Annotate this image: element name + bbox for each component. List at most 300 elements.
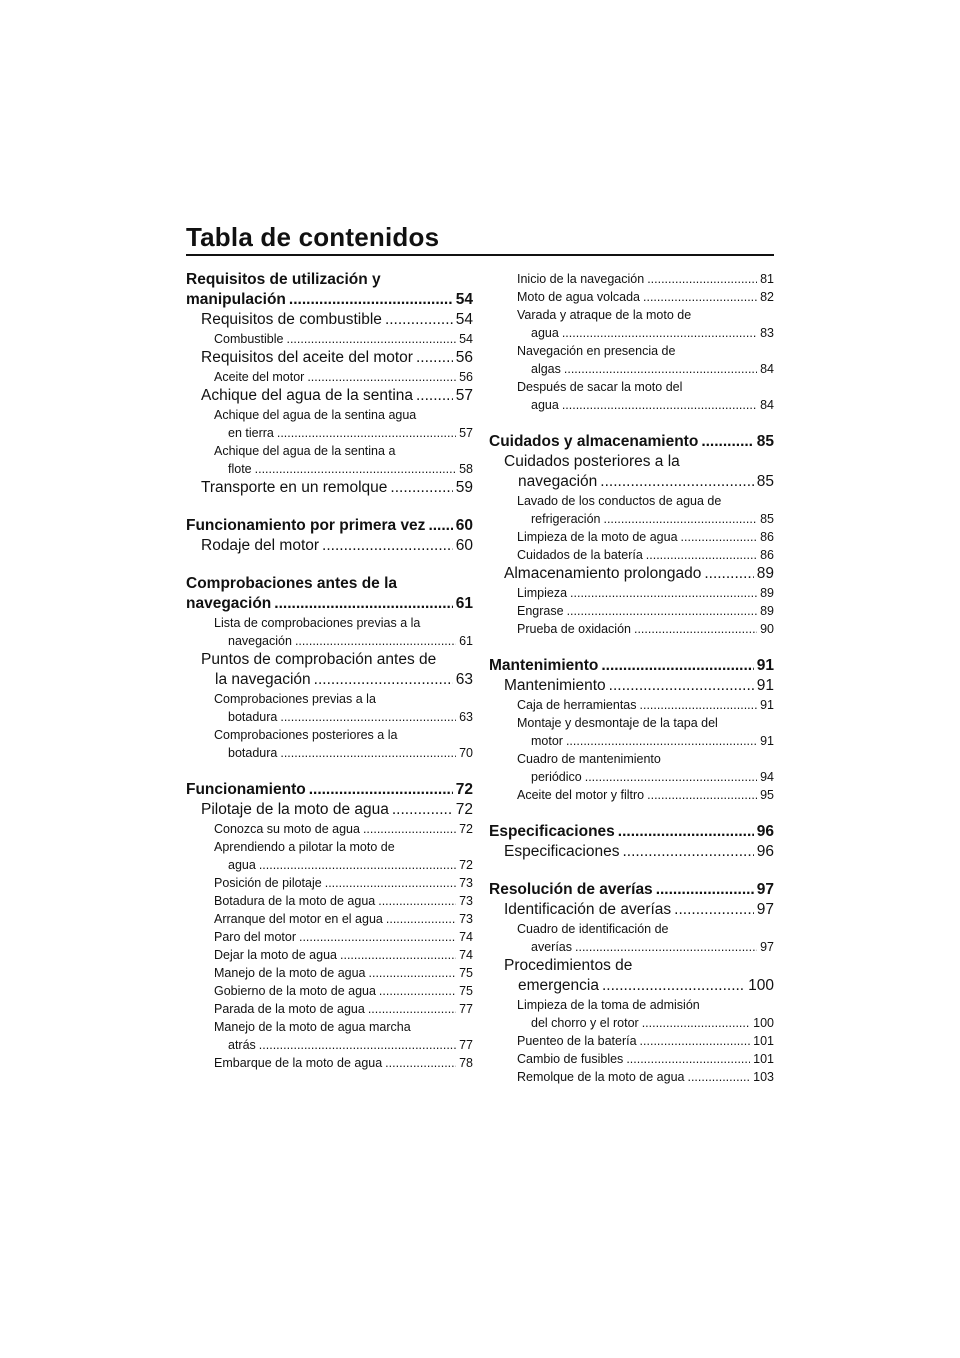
- toc-section-row[interactable]: [489, 880, 774, 900]
- toc-entry-row[interactable]: [518, 976, 774, 996]
- toc-entry-page: 103: [753, 1070, 774, 1084]
- toc-subentry: [489, 786, 774, 804]
- dot-leader: [390, 478, 452, 498]
- toc-entry-continuation: [214, 708, 473, 726]
- toc-entry-text: averías: [531, 940, 572, 954]
- toc-entry-row[interactable]: [517, 584, 774, 602]
- dot-leader: [428, 516, 452, 536]
- toc-section-page: 61: [455, 595, 473, 612]
- toc-entry-row[interactable]: [214, 874, 473, 892]
- toc-entry-row[interactable]: [504, 676, 774, 696]
- toc-entry-row[interactable]: [228, 1036, 473, 1054]
- toc-section-row[interactable]: [489, 432, 774, 452]
- dot-leader: [386, 910, 456, 928]
- toc-section-row[interactable]: [186, 780, 473, 800]
- toc-subentry: [186, 726, 473, 762]
- toc-entry-row[interactable]: [228, 856, 473, 874]
- toc-entry-text: Remolque de la moto de agua: [517, 1070, 685, 1084]
- dot-leader: [280, 708, 456, 726]
- toc-entry: [186, 650, 473, 690]
- toc-entry-row[interactable]: [214, 946, 473, 964]
- dot-leader: [656, 880, 754, 900]
- toc-subentry: [186, 874, 473, 892]
- toc-section-text: Especificaciones: [489, 823, 615, 840]
- toc-entry-page: 72: [455, 801, 473, 818]
- toc-entry-text: emergencia: [518, 977, 599, 994]
- toc-entry-row[interactable]: [201, 348, 473, 368]
- toc-section-text: Funcionamiento por primera vez: [186, 517, 426, 534]
- toc-entry: [489, 676, 774, 696]
- dot-leader: [392, 800, 453, 820]
- dot-leader: [286, 330, 456, 348]
- toc-entry-row[interactable]: [517, 620, 774, 638]
- dot-leader: [340, 946, 456, 964]
- toc-entry-text: Pilotaje de la moto de agua: [201, 801, 389, 818]
- dot-leader: [601, 656, 753, 676]
- toc-entry-text: refrigeración: [531, 512, 601, 526]
- toc-entry-row[interactable]: [214, 964, 473, 982]
- toc-entry-line1: Procedimientos de: [504, 957, 633, 974]
- toc-subentry: [489, 996, 774, 1032]
- dot-leader: [634, 620, 757, 638]
- toc-entry-page: 60: [455, 537, 473, 554]
- toc-entry-continuation: [214, 632, 473, 650]
- toc-entry-line1: Manejo de la moto de agua marcha: [214, 1020, 411, 1034]
- toc-entry: [489, 900, 774, 920]
- toc-entry-row[interactable]: [228, 744, 473, 762]
- toc-subentry: [186, 946, 473, 964]
- dot-leader: [385, 1054, 456, 1072]
- toc-entry-page: 84: [760, 398, 774, 412]
- toc-entry-page: 54: [459, 332, 473, 346]
- toc-section-text: manipulación: [186, 291, 286, 308]
- toc-entry-row[interactable]: [228, 460, 473, 478]
- toc-entry-continuation: [214, 460, 473, 478]
- toc-entry-page: 97: [756, 901, 774, 918]
- toc-entry-page: 58: [459, 462, 473, 476]
- toc-entry-line1: Limpieza de la toma de admisión: [517, 998, 700, 1012]
- dot-leader: [681, 528, 758, 546]
- toc-entry: [489, 564, 774, 584]
- toc-entry-text: Embarque de la moto de agua: [214, 1056, 383, 1070]
- toc-subentry: [489, 546, 774, 564]
- toc-entry-row[interactable]: [214, 330, 473, 348]
- toc-entry-continuation: [214, 744, 473, 762]
- toc-entry-page: 82: [760, 290, 774, 304]
- toc-entry-page: 61: [459, 634, 473, 648]
- toc-section-title-line1: Comprobaciones antes de la: [186, 575, 398, 592]
- toc-entry-text: Achique del agua de la sentina: [201, 387, 413, 404]
- toc-section-text: Mantenimiento: [489, 657, 599, 674]
- toc-subentry: [186, 330, 473, 348]
- toc-entry-text: motor: [531, 734, 563, 748]
- toc-subentry: [489, 714, 774, 750]
- toc-entry-page: 59: [455, 479, 473, 496]
- toc-entry-continuation: [517, 768, 774, 786]
- dot-leader: [687, 1068, 750, 1086]
- toc-entry-row[interactable]: [214, 982, 473, 1000]
- toc-section-row[interactable]: [186, 290, 473, 310]
- toc-entry-continuation: [504, 976, 774, 996]
- toc-section-row[interactable]: [489, 656, 774, 676]
- toc-entry-row[interactable]: [214, 368, 473, 386]
- toc-entry-page: 101: [753, 1052, 774, 1066]
- toc-section-title-line1: Requisitos de utilización y: [186, 271, 381, 288]
- toc-entry-continuation: [201, 670, 473, 690]
- toc-entry-row[interactable]: [531, 324, 774, 342]
- toc-entry-continuation: [517, 324, 774, 342]
- toc-entry-row[interactable]: [517, 1068, 774, 1086]
- toc-entry-page: 73: [459, 894, 473, 908]
- toc-entry-row[interactable]: [531, 360, 774, 378]
- toc-entry-page: 73: [459, 912, 473, 926]
- dot-leader: [642, 1014, 750, 1032]
- toc-subentry: [489, 1068, 774, 1086]
- toc-entry-page: 97: [760, 940, 774, 954]
- toc-entry-row[interactable]: [201, 536, 473, 556]
- toc-entry-page: 75: [459, 984, 473, 998]
- toc-entry-page: 84: [760, 362, 774, 376]
- toc-entry-row[interactable]: [531, 732, 774, 750]
- toc-entry-row[interactable]: [228, 708, 473, 726]
- toc-entry-line1: Después de sacar la moto del: [517, 380, 683, 394]
- toc-subentry: [489, 920, 774, 956]
- toc-entry-text: Engrase: [517, 604, 564, 618]
- toc-entry-page: 54: [455, 311, 473, 328]
- dot-leader: [585, 768, 757, 786]
- dot-leader: [416, 348, 453, 368]
- toc-section-heading: [186, 270, 473, 310]
- toc-section-page: 97: [756, 881, 774, 898]
- toc-entry-text: Inicio de la navegación: [517, 272, 645, 286]
- toc-entry-line1: Aprendiendo a pilotar la moto de: [214, 840, 395, 854]
- dot-leader: [701, 432, 753, 452]
- toc-entry-row[interactable]: [531, 396, 774, 414]
- toc-entry-page: 90: [760, 622, 774, 636]
- toc-entry-row[interactable]: [517, 602, 774, 620]
- dot-leader: [385, 310, 453, 330]
- toc-entry-row[interactable]: [201, 386, 473, 406]
- toc-entry-continuation: [517, 732, 774, 750]
- toc-entry-row[interactable]: [531, 1014, 774, 1032]
- toc-section-page: 54: [455, 291, 473, 308]
- toc-entry-page: 89: [756, 565, 774, 582]
- dot-leader: [566, 732, 757, 750]
- toc-entry: [186, 348, 473, 368]
- toc-entry-row[interactable]: [214, 820, 473, 838]
- toc-entry-row[interactable]: [228, 632, 473, 650]
- toc-entry-text: Manejo de la moto de agua: [214, 966, 366, 980]
- dot-leader: [603, 510, 757, 528]
- toc-entry-text: Cuidados de la batería: [517, 548, 643, 562]
- toc-subentry: [186, 1018, 473, 1054]
- toc-entry-line1: Puntos de comprobación antes de: [201, 651, 437, 668]
- toc-section-row[interactable]: [489, 822, 774, 842]
- toc-section-text: navegación: [186, 595, 272, 612]
- toc-entry-row[interactable]: [517, 1032, 774, 1050]
- toc-section-heading: [186, 516, 473, 536]
- toc-entry-continuation: [214, 1036, 473, 1054]
- toc-entry-line1: Comprobaciones posteriores a la: [214, 728, 398, 742]
- toc-entry-text: atrás: [228, 1038, 256, 1052]
- toc-entry-line1: Montaje y desmontaje de la tapa del: [517, 716, 718, 730]
- toc-subentry: [186, 1054, 473, 1072]
- toc-entry-page: 85: [760, 512, 774, 526]
- toc-entry-line1: Comprobaciones previas a la: [214, 692, 376, 706]
- toc-entry: [489, 842, 774, 862]
- toc-entry: [186, 536, 473, 556]
- toc-entry-text: Paro del motor: [214, 930, 296, 944]
- toc-entry-page: 74: [459, 930, 473, 944]
- toc-entry-text: botadura: [228, 710, 278, 724]
- toc-entry-text: Conozca su moto de agua: [214, 822, 360, 836]
- toc-section-heading: [489, 880, 774, 900]
- toc-entry-row[interactable]: [201, 310, 473, 330]
- toc-entry-row[interactable]: [214, 1054, 473, 1072]
- toc-entry-continuation: [504, 472, 774, 492]
- toc-entry-text: Moto de agua volcada: [517, 290, 641, 304]
- toc-section-heading: [186, 780, 473, 800]
- toc-entry-page: 70: [459, 746, 473, 760]
- toc-entry-page: 91: [760, 734, 774, 748]
- dot-leader: [289, 290, 453, 310]
- toc-entry-text: en tierra: [228, 426, 274, 440]
- toc-entry: [489, 956, 774, 996]
- toc-entry-row[interactable]: [517, 696, 774, 714]
- dot-leader: [640, 696, 758, 714]
- toc-entry-page: 63: [459, 710, 473, 724]
- toc-entry-page: 101: [753, 1034, 774, 1048]
- toc-subentry: [186, 690, 473, 726]
- toc-entry-line1: Achique del agua de la sentina a: [214, 444, 396, 458]
- toc-subentry: [186, 1000, 473, 1018]
- toc-entry-page: 72: [459, 822, 473, 836]
- toc-entry-text: Identificación de averías: [504, 901, 672, 918]
- toc-entry-text: Cambio de fusibles: [517, 1052, 624, 1066]
- toc-entry-text: periódico: [531, 770, 582, 784]
- dot-leader: [363, 820, 456, 838]
- toc-entry-text: Almacenamiento prolongado: [504, 565, 702, 582]
- toc-subentry: [489, 378, 774, 414]
- toc-entry-line1: Cuadro de mantenimiento: [517, 752, 661, 766]
- toc-entry-page: 78: [459, 1056, 473, 1070]
- toc-entry: [186, 478, 473, 498]
- toc-entry-page: 85: [756, 473, 774, 490]
- toc-entry-page: 91: [760, 698, 774, 712]
- toc-subentry: [489, 270, 774, 288]
- toc-entry-line1: Cuidados posteriores a la: [504, 453, 680, 470]
- toc-entry-text: del chorro y el rotor: [531, 1016, 639, 1030]
- toc-entry-row[interactable]: [201, 478, 473, 498]
- dot-leader: [259, 1036, 456, 1054]
- dot-leader: [609, 676, 754, 696]
- dot-leader: [570, 584, 757, 602]
- toc-entry-row[interactable]: [504, 842, 774, 862]
- toc-entry-page: 100: [748, 977, 774, 994]
- toc-entry-text: Gobierno de la moto de agua: [214, 984, 376, 998]
- toc-section-row[interactable]: [186, 516, 473, 536]
- toc-entry-row[interactable]: [517, 528, 774, 546]
- dot-leader: [322, 536, 453, 556]
- dot-leader: [309, 780, 453, 800]
- toc-subentry: [489, 342, 774, 378]
- toc-subentry: [489, 288, 774, 306]
- toc-entry-text: la navegación: [215, 671, 311, 688]
- toc-entry-page: 83: [760, 326, 774, 340]
- toc-entry-continuation: [517, 938, 774, 956]
- toc-entry-row[interactable]: [517, 1050, 774, 1068]
- toc-section-heading: [489, 822, 774, 842]
- toc-subentry: [186, 820, 473, 838]
- toc-entry-row[interactable]: [214, 1000, 473, 1018]
- dot-leader: [562, 324, 757, 342]
- toc-entry: [186, 800, 473, 820]
- toc-entry-page: 57: [455, 387, 473, 404]
- toc-entry-continuation: [517, 1014, 774, 1032]
- toc-entry-line1: Achique del agua de la sentina agua: [214, 408, 417, 422]
- dot-leader: [307, 368, 456, 386]
- dot-leader: [255, 460, 456, 478]
- toc-subentry: [489, 306, 774, 342]
- toc-entry-text: Aceite del motor y filtro: [517, 788, 645, 802]
- toc-entry-text: Parada de la moto de agua: [214, 1002, 365, 1016]
- toc-entry-row[interactable]: [214, 928, 473, 946]
- toc-entry-row[interactable]: [517, 786, 774, 804]
- toc-entry-page: 56: [455, 349, 473, 366]
- dot-leader: [299, 928, 456, 946]
- toc-entry-row[interactable]: [531, 768, 774, 786]
- dot-leader: [416, 386, 453, 406]
- toc-entry-row[interactable]: [201, 800, 473, 820]
- toc-entry-text: agua: [531, 398, 559, 412]
- dot-leader: [259, 856, 456, 874]
- toc-entry-row[interactable]: [517, 288, 774, 306]
- dot-leader: [674, 900, 754, 920]
- toc-entry-text: Puenteo de la batería: [517, 1034, 637, 1048]
- toc-section-text: Cuidados y almacenamiento: [489, 433, 699, 450]
- toc-section-page: 72: [455, 781, 473, 798]
- toc-entry-text: algas: [531, 362, 561, 376]
- toc-entry-page: 86: [760, 530, 774, 544]
- toc-entry-text: Arranque del motor en el agua: [214, 912, 383, 926]
- toc-subentry: [489, 602, 774, 620]
- toc-entry-row[interactable]: [518, 472, 774, 492]
- dot-leader: [378, 892, 456, 910]
- toc-entry-page: 75: [459, 966, 473, 980]
- toc-left-column: [186, 270, 473, 1072]
- toc-section-heading: [489, 432, 774, 452]
- toc-entry-text: Requisitos del aceite del motor: [201, 349, 413, 366]
- toc-entry-text: navegación: [518, 473, 598, 490]
- toc-entry-row[interactable]: [215, 670, 473, 690]
- toc-entry-page: 63: [455, 671, 473, 688]
- toc-subentry: [186, 964, 473, 982]
- toc-entry-row[interactable]: [504, 564, 774, 584]
- toc-entry-row[interactable]: [214, 892, 473, 910]
- toc-entry-line1: Lavado de los conductos de agua de: [517, 494, 722, 508]
- dot-leader: [626, 1050, 750, 1068]
- toc-subentry: [489, 584, 774, 602]
- toc-subentry: [489, 1032, 774, 1050]
- toc-section-row[interactable]: [186, 594, 473, 614]
- toc-entry-line1: Cuadro de identificación de: [517, 922, 669, 936]
- dot-leader: [295, 632, 456, 650]
- toc-section-page: 91: [756, 657, 774, 674]
- toc-subentry: [489, 1050, 774, 1068]
- toc-entry-line1: Navegación en presencia de: [517, 344, 676, 358]
- toc-entry-text: Combustible: [214, 332, 284, 346]
- toc-entry-continuation: [517, 396, 774, 414]
- dot-leader: [600, 472, 753, 492]
- toc-section-heading: [186, 574, 473, 614]
- toc-entry-text: Botadura de la moto de agua: [214, 894, 376, 908]
- dot-leader: [640, 1032, 751, 1050]
- toc-entry-page: 56: [459, 370, 473, 384]
- dot-leader: [647, 270, 757, 288]
- toc-entry-text: navegación: [228, 634, 292, 648]
- dot-leader: [618, 822, 754, 842]
- dot-leader: [704, 564, 753, 584]
- dot-leader: [643, 288, 757, 306]
- toc-entry-page: 73: [459, 876, 473, 890]
- toc-subentry: [489, 696, 774, 714]
- dot-leader: [274, 594, 452, 614]
- toc-entry-row[interactable]: [504, 900, 774, 920]
- toc-entry-page: 77: [459, 1002, 473, 1016]
- toc-entry-row[interactable]: [517, 546, 774, 564]
- toc-entry-page: 95: [760, 788, 774, 802]
- dot-leader: [325, 874, 456, 892]
- toc-entry-row[interactable]: [214, 910, 473, 928]
- toc-subentry: [489, 528, 774, 546]
- toc-entry-page: 77: [459, 1038, 473, 1052]
- toc-entry: [186, 310, 473, 330]
- dot-leader: [280, 744, 456, 762]
- dot-leader: [562, 396, 757, 414]
- toc-entry: [186, 386, 473, 406]
- dot-leader: [369, 964, 457, 982]
- toc-subentry: [186, 928, 473, 946]
- toc-entry-text: Limpieza de la moto de agua: [517, 530, 678, 544]
- dot-leader: [602, 976, 745, 996]
- toc-entry-row[interactable]: [531, 510, 774, 528]
- dot-leader: [575, 938, 757, 956]
- toc-subentry: [186, 838, 473, 874]
- toc-section-text: Funcionamiento: [186, 781, 306, 798]
- toc-entry-continuation: [517, 360, 774, 378]
- toc-entry-continuation: [214, 424, 473, 442]
- toc-entry-text: Requisitos de combustible: [201, 311, 382, 328]
- toc-entry-row[interactable]: [531, 938, 774, 956]
- toc-subentry: [186, 910, 473, 928]
- dot-leader: [564, 360, 757, 378]
- title-rule: [186, 254, 774, 256]
- toc-entry-page: 96: [756, 843, 774, 860]
- toc-entry-text: flote: [228, 462, 252, 476]
- toc-entry: [489, 452, 774, 492]
- toc-entry-text: Dejar la moto de agua: [214, 948, 337, 962]
- toc-entry-text: agua: [228, 858, 256, 872]
- toc-entry-page: 89: [760, 604, 774, 618]
- dot-leader: [646, 546, 757, 564]
- toc-subentry: [186, 442, 473, 478]
- toc-entry-text: botadura: [228, 746, 278, 760]
- toc-entry-line1: Varada y atraque de la moto de: [517, 308, 692, 322]
- toc-section-page: 96: [756, 823, 774, 840]
- toc-entry-row[interactable]: [228, 424, 473, 442]
- dot-leader: [379, 982, 456, 1000]
- toc-entry-row[interactable]: [517, 270, 774, 288]
